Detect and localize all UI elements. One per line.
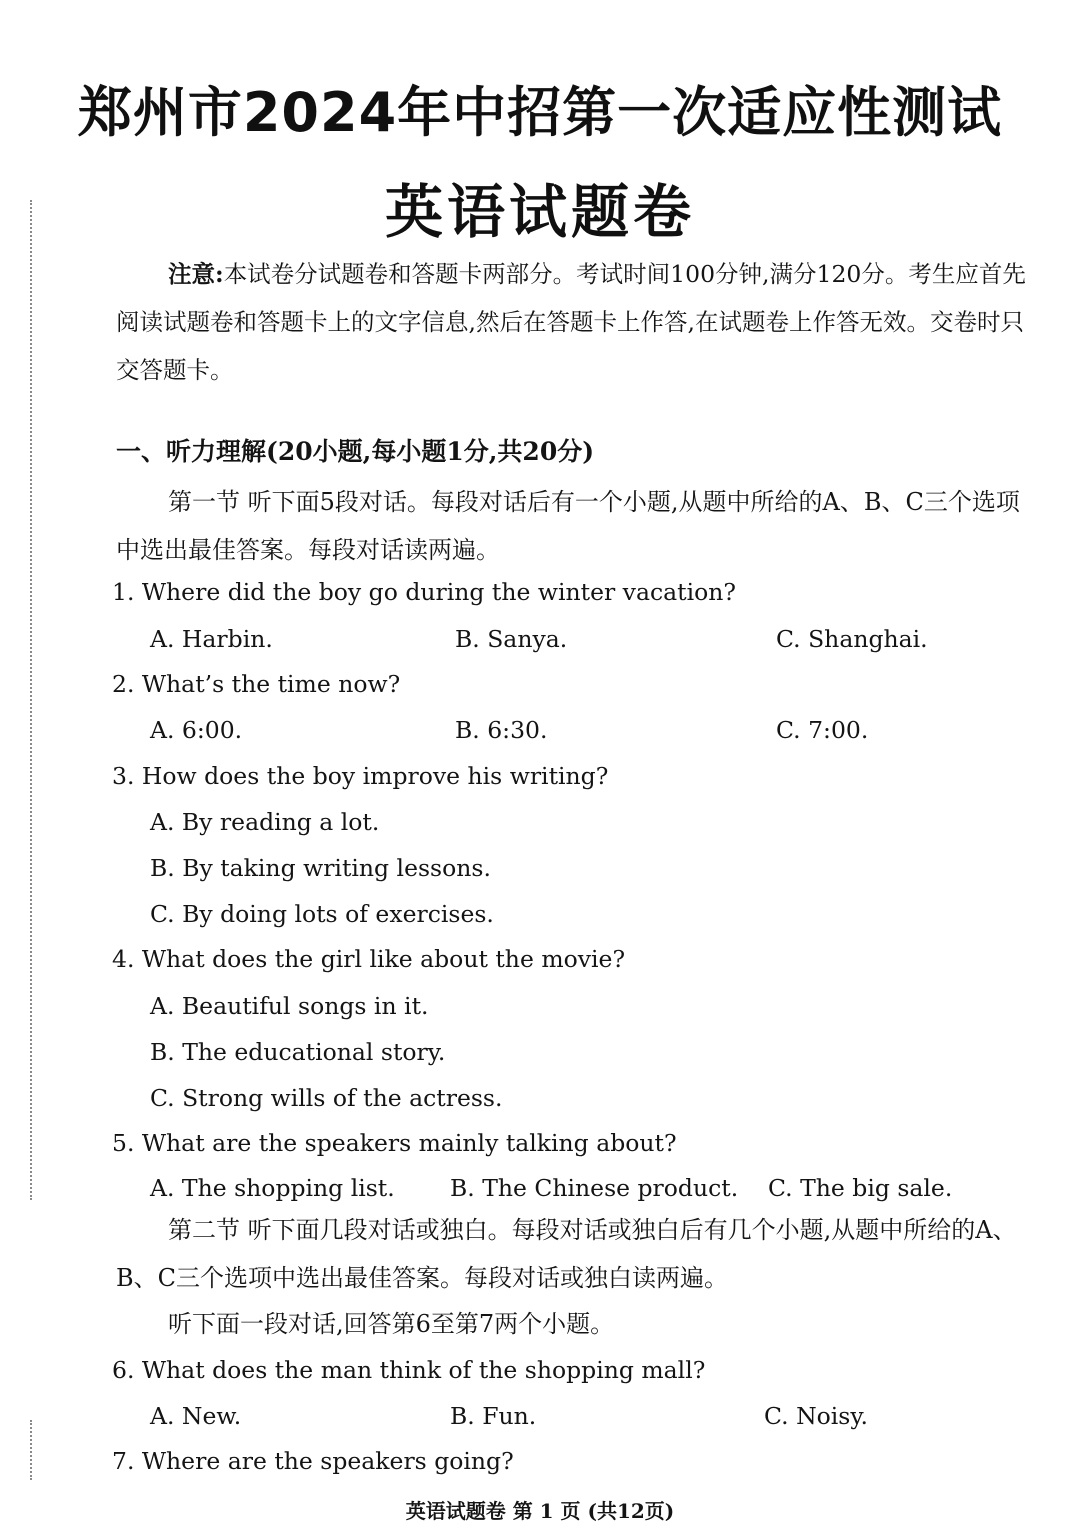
option-6a: A. New. — [150, 1402, 242, 1430]
option-3a: A. By reading a lot. — [150, 808, 380, 836]
option-3c: C. By doing lots of exercises. — [150, 900, 494, 928]
dialogue-instruction: 听下面一段对话,回答第6至第7两个小题。 — [168, 1310, 615, 1338]
binding-line — [30, 1420, 32, 1480]
exam-subtitle: 英语试题卷 — [384, 178, 695, 246]
option-4b: B. The educational story. — [150, 1038, 446, 1066]
option-1c: C. Shanghai. — [776, 625, 928, 653]
question-7: 7. Where are the speakers going? — [112, 1447, 514, 1475]
question-6: 6. What does the man think of the shopping mall? — [112, 1356, 706, 1384]
option-6b: B. Fun. — [450, 1402, 537, 1430]
question-1: 1. Where did the boy go during the winter vacation? — [112, 578, 736, 606]
question-5: 5. What are the speakers mainly talking about? — [112, 1129, 677, 1157]
option-6c: C. Noisy. — [764, 1402, 868, 1430]
option-5a: A. The shopping list. — [150, 1174, 395, 1202]
notice-text: 本试卷分试题卷和答题卡两部分。考试时间100分钟,满分120分。考生应首先阅读试题卷和答题卡上的文字信息,然后在答题卡上作答,在试题卷上作答无效。交卷时只交答题卡。 — [116, 260, 1026, 384]
option-5b: B. The Chinese product. — [450, 1174, 739, 1202]
option-2a: A. 6:00. — [150, 716, 243, 744]
question-2: 2. What’s the time now? — [112, 670, 401, 698]
option-5c: C. The big sale. — [768, 1174, 953, 1202]
option-3b: B. By taking writing lessons. — [150, 854, 491, 882]
option-2b: B. 6:30. — [455, 716, 548, 744]
section-heading: 一、听力理解(20小题,每小题1分,共20分) — [116, 437, 595, 466]
option-4a: A. Beautiful songs in it. — [150, 992, 429, 1020]
option-2c: C. 7:00. — [776, 716, 869, 744]
option-4c: C. Strong wills of the actress. — [150, 1084, 503, 1112]
option-1a: A. Harbin. — [150, 625, 273, 653]
question-3: 3. How does the boy improve his writing? — [112, 762, 609, 790]
binding-line — [30, 200, 32, 1200]
part2-instruction: 第二节 听下面几段对话或独白。每段对话或独白后有几个小题,从题中所给的A、B、C三个选项中选出最佳答案。每段对话或独白读两遍。 — [116, 1216, 1017, 1292]
option-1b: B. Sanya. — [455, 625, 568, 653]
question-4: 4. What does the girl like about the movie? — [112, 945, 626, 973]
notice-label: 注意: — [168, 260, 224, 288]
notice-paragraph — [116, 250, 1031, 394]
page-footer: 英语试题卷 第 1 页 (共12页) — [405, 1499, 675, 1523]
part1-instruction: 第一节 听下面5段对话。每段对话后有一个小题,从题中所给的A、B、C三个选项中选出最佳答案。每段对话读两遍。 — [116, 488, 1020, 564]
exam-title: 郑州市2024年中招第一次适应性测试 — [77, 81, 1003, 144]
